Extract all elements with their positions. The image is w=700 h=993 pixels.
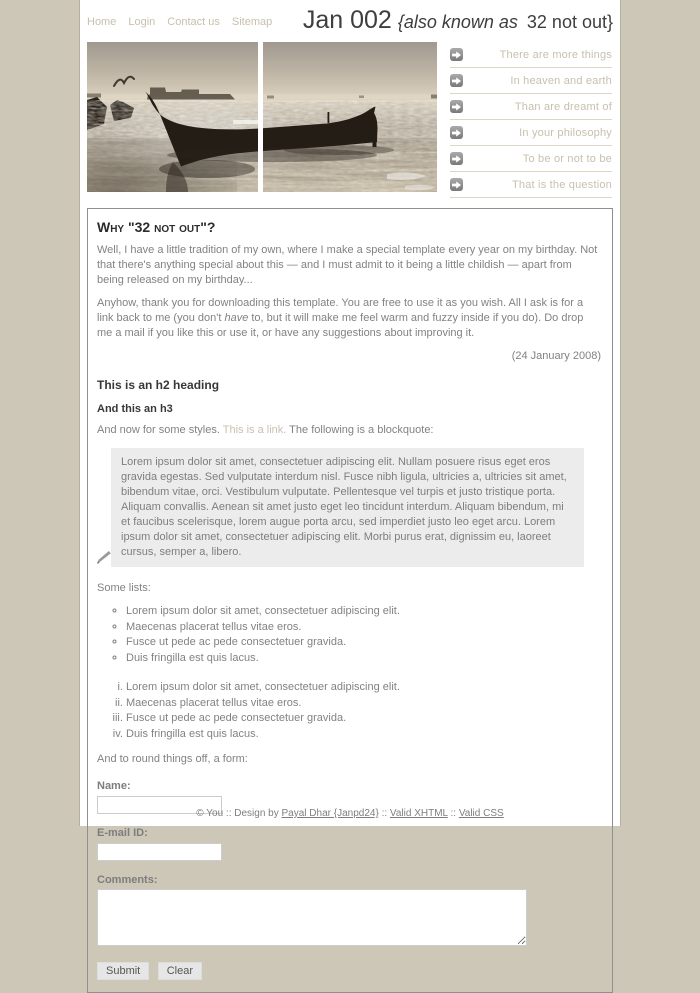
site-title-alias-italic: {also known as <box>397 12 523 32</box>
footer-separator: :: <box>378 808 390 819</box>
list-item: ◦ Lorem ipsum dolor sit amet, consectetuer adipiscing elit. <box>126 604 601 620</box>
list-item: ii. Maecenas placerat tellus vitae eros. <box>126 696 601 712</box>
comments-field[interactable] <box>97 889 527 946</box>
pencil-icon <box>96 550 111 570</box>
sample-unordered-list <box>97 604 601 666</box>
arrow-right-icon <box>450 100 463 113</box>
nav-link-sitemap[interactable]: Sitemap <box>231 16 273 28</box>
sidebar-item-philosophy[interactable] <box>450 120 612 146</box>
list-item: iv. Duis fringilla est quis lacus. <box>126 727 601 743</box>
styles-text: And now for some styles. <box>97 424 223 436</box>
sidebar-item-dreamt-of[interactable] <box>450 94 612 120</box>
name-label: Name: <box>97 780 131 792</box>
paragraph-2-text: to, but it will make me feel warm and fuzzy inside if you do). Do drop me a mail if you like this or use it, or have any suggestions about improving it. <box>97 312 584 339</box>
list-item: i. Lorem ipsum dolor sit amet, consectetuer adipiscing elit. <box>126 680 601 696</box>
sidebar-item-to-be[interactable] <box>450 146 612 172</box>
form-intro: And to round things off, a form: <box>97 753 248 765</box>
site-title-main: Jan 002 <box>302 6 392 34</box>
post-date: (24 January 2008) <box>511 350 601 362</box>
article-heading: Why "32 not out"? <box>97 219 216 235</box>
sidebar-item-label: There are more things <box>499 48 612 61</box>
email-field[interactable] <box>97 843 222 861</box>
valid-css-link[interactable]: Valid CSS <box>458 808 504 819</box>
clear-button[interactable]: Clear <box>158 962 202 980</box>
sidebar-item-label: To be or not to be <box>522 152 612 165</box>
styles-paragraph <box>97 423 601 438</box>
nav-link-contact[interactable]: Contact us <box>167 16 220 28</box>
footer-separator: :: <box>447 808 459 819</box>
arrow-right-icon <box>450 178 463 191</box>
list-item: ◦ Maecenas placerat tellus vitae eros. <box>126 620 601 636</box>
banner-row <box>80 42 620 198</box>
nav-link-login[interactable]: Login <box>128 16 156 28</box>
top-bar <box>80 0 620 42</box>
content-column <box>79 0 621 977</box>
comments-label: Comments: <box>97 874 158 886</box>
arrow-right-icon <box>450 152 463 165</box>
paragraph-2-text: Anyhow, thank you for downloading this template. You are free to use it as you wish. All I ask is for a link back to me (you don't <box>97 297 584 324</box>
styles-text: The following is a blockquote: <box>286 424 434 436</box>
list-item: ◦ Fusce ut pede ac pede consectetuer gravida. <box>126 635 601 651</box>
article-paragraph-1: Well, I have a little tradition of my own, where I make a special template every year on my birthday. Not that there's anything special about this — and I must admit to it being a little childish — apart from being released on my birthday... <box>97 244 598 286</box>
nav-link-home[interactable]: Home <box>87 16 117 28</box>
sidebar-item-label: In heaven and earth <box>510 74 612 87</box>
form-buttons <box>97 961 601 980</box>
arrow-right-icon <box>450 74 463 87</box>
sample-h3-heading: And this an h3 <box>97 403 173 415</box>
site-title <box>303 5 613 33</box>
sample-ordered-list <box>97 680 601 742</box>
list-item: iii. Fusce ut pede ac pede consectetuer gravida. <box>126 711 601 727</box>
sidebar-links <box>450 42 612 198</box>
sidebar-item-label: Than are dreamt of <box>514 100 612 113</box>
article-paragraph-2 <box>97 296 601 341</box>
main-content-box <box>87 208 613 993</box>
sidebar-item-more-things[interactable] <box>450 42 612 68</box>
paragraph-2-emphasis: have <box>224 312 249 324</box>
sample-blockquote: Lorem ipsum dolor sit amet, consectetuer adipiscing elit. Nullam posuere risus eget eros gravida egestas. Sed vulputate interdum nisl. Fusce nibh ligula, ultricies a, ultricies sit amet, bibendum vitae, orci. Vestibulum vulputate. Pellentesque vel turpis et justo tristique porta. Aliquam convallis. Aenean sit amet justo eget leo tincidunt interdum. Aliquam bibendum, mi et faucibus scelerisque, lorem augue porta arcu, sed imperdiet justo leo eget arcu. Lorem ipsum dolor sit amet, consectetuer adipiscing elit. Morbi purus erat, dignissim eu, laoreet cursus, semper a, libero. <box>111 448 584 567</box>
email-label: E-mail ID: <box>97 827 148 839</box>
valid-xhtml-link[interactable]: Valid XHTML <box>389 808 448 819</box>
arrow-right-icon <box>450 48 463 61</box>
designer-link[interactable]: Payal Dhar {Janpd24} <box>281 808 379 819</box>
list-item: ◦ Duis fringilla est quis lacus. <box>126 651 601 667</box>
footer-text: © You :: Design by <box>196 808 282 819</box>
lists-label: Some lists: <box>97 582 151 594</box>
submit-button[interactable]: Submit <box>97 962 149 980</box>
blockquote-wrapper <box>111 448 584 567</box>
site-title-alias: 32 not out} <box>526 12 613 32</box>
sidebar-item-label: That is the question <box>511 178 612 191</box>
sidebar-item-question[interactable] <box>450 172 612 198</box>
arrow-right-icon <box>450 126 463 139</box>
page-footer <box>80 808 620 819</box>
sidebar-item-label: In your philosophy <box>519 126 612 139</box>
sidebar-item-heaven-earth[interactable] <box>450 68 612 94</box>
sample-h2-heading: This is an h2 heading <box>97 378 220 392</box>
sample-link[interactable]: This is a link. <box>222 424 287 436</box>
seascape-illustration <box>87 42 437 192</box>
top-nav <box>87 5 284 30</box>
header-photo-boat-seascape <box>87 42 437 192</box>
